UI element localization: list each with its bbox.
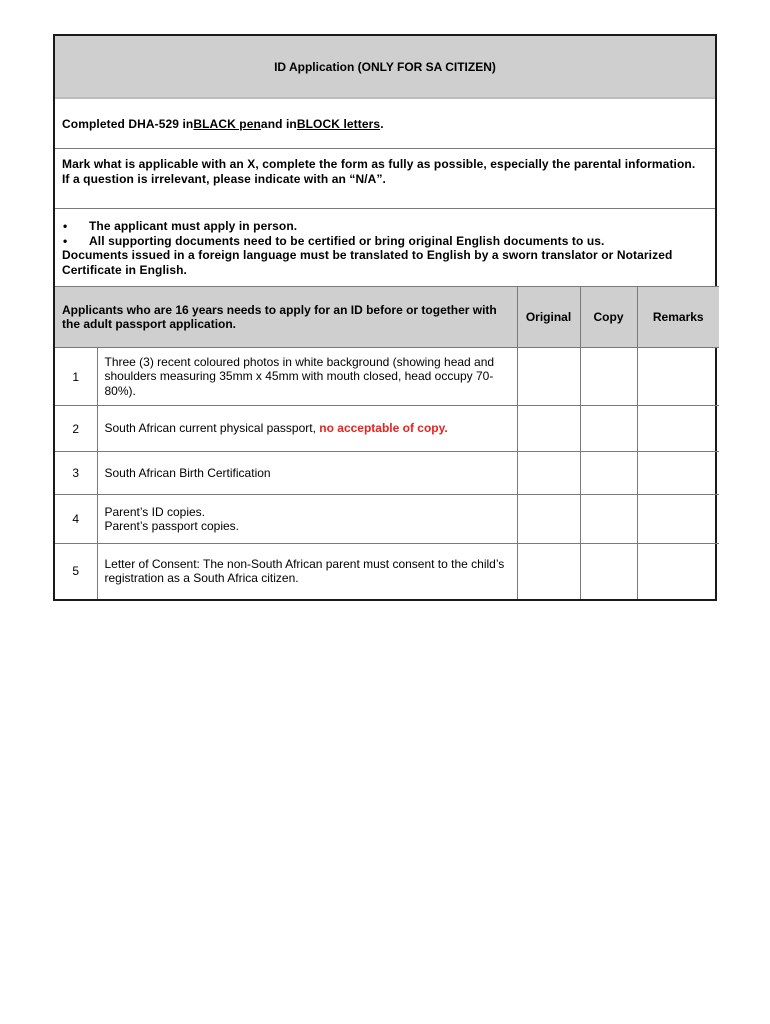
row-description: Letter of Consent: The non-South African parent must consent to the child’s registration as a South Africa citizen. (97, 544, 517, 599)
row-description (97, 406, 517, 452)
row-description-text: South African current physical passport, (104, 421, 320, 436)
header-remarks: Remarks (637, 287, 719, 348)
black-pen-text: BLACK pen (193, 116, 261, 131)
row-description (97, 495, 517, 544)
translation-note: Documents issued in a foreign language must be translated to English by a sworn translator or Notarized Certificate in English. (62, 248, 673, 277)
table-row (55, 348, 719, 406)
id-application-checklist (53, 34, 717, 601)
bullet-text: All supporting documents need to be certified or bring original English documents to us. (89, 233, 605, 248)
row-number: 5 (55, 544, 97, 599)
instruction-mark-line1: Mark what is applicable with an X, complete the form as fully as possible, especially the parental information. (62, 157, 696, 171)
bullet-text: The applicant must apply in person. (89, 219, 298, 233)
table-header-row (55, 287, 719, 348)
original-cell[interactable] (517, 406, 580, 452)
remarks-cell[interactable] (637, 495, 719, 544)
table-row (55, 406, 719, 452)
instruction-pen-mid: and in (260, 116, 297, 131)
header-description: Applicants who are 16 years needs to apply for an ID before or together with the adult passport application. (55, 287, 517, 348)
block-letters-text: BLOCK letters (296, 116, 381, 131)
row-description-tail: . (444, 421, 448, 436)
header-copy: Copy (580, 287, 637, 348)
original-cell[interactable] (517, 452, 580, 495)
original-cell[interactable] (517, 348, 580, 406)
row-description: Three (3) recent coloured photos in white background (showing head and shoulders measuring 35mm x 45mm with mouth closed, head occupy 70-80%). (97, 348, 517, 406)
row-number: 2 (55, 406, 97, 452)
row-description: South African Birth Certification (97, 452, 517, 495)
original-cell[interactable] (517, 495, 580, 544)
instruction-pen (55, 99, 715, 149)
bullet-item (62, 219, 708, 234)
row-number: 3 (55, 452, 97, 495)
instruction-mark (55, 149, 715, 209)
remarks-cell[interactable] (637, 406, 719, 452)
instruction-pen-suffix: . (380, 116, 384, 131)
bullet-item (62, 234, 708, 249)
table-row (55, 544, 719, 599)
remarks-cell[interactable] (637, 348, 719, 406)
original-cell[interactable] (517, 544, 580, 599)
instruction-mark-line2: If a question is irrelevant, please indicate with an “N/A”. (62, 171, 386, 186)
instruction-pen-prefix: Completed DHA-529 in (62, 116, 194, 131)
remarks-cell[interactable] (637, 544, 719, 599)
row-description-line1: Parent’s ID copies. (104, 504, 205, 519)
row-number: 1 (55, 348, 97, 406)
table-row (55, 495, 719, 544)
copy-cell[interactable] (580, 495, 637, 544)
form-title: ID Application (ONLY FOR SA CITIZEN) (55, 36, 715, 99)
copy-cell[interactable] (580, 348, 637, 406)
copy-cell[interactable] (580, 452, 637, 495)
bullet-icon: • (63, 219, 68, 233)
copy-cell[interactable] (580, 406, 637, 452)
no-copy-warning: no acceptable of copy (319, 421, 445, 436)
header-original: Original (517, 287, 580, 348)
table-row (55, 452, 719, 495)
documents-table (55, 286, 719, 599)
row-description-line2: Parent’s passport copies. (104, 519, 240, 533)
copy-cell[interactable] (580, 544, 637, 599)
remarks-cell[interactable] (637, 452, 719, 495)
instruction-requirements (55, 209, 715, 286)
bullet-icon: • (63, 233, 68, 248)
row-number: 4 (55, 495, 97, 544)
